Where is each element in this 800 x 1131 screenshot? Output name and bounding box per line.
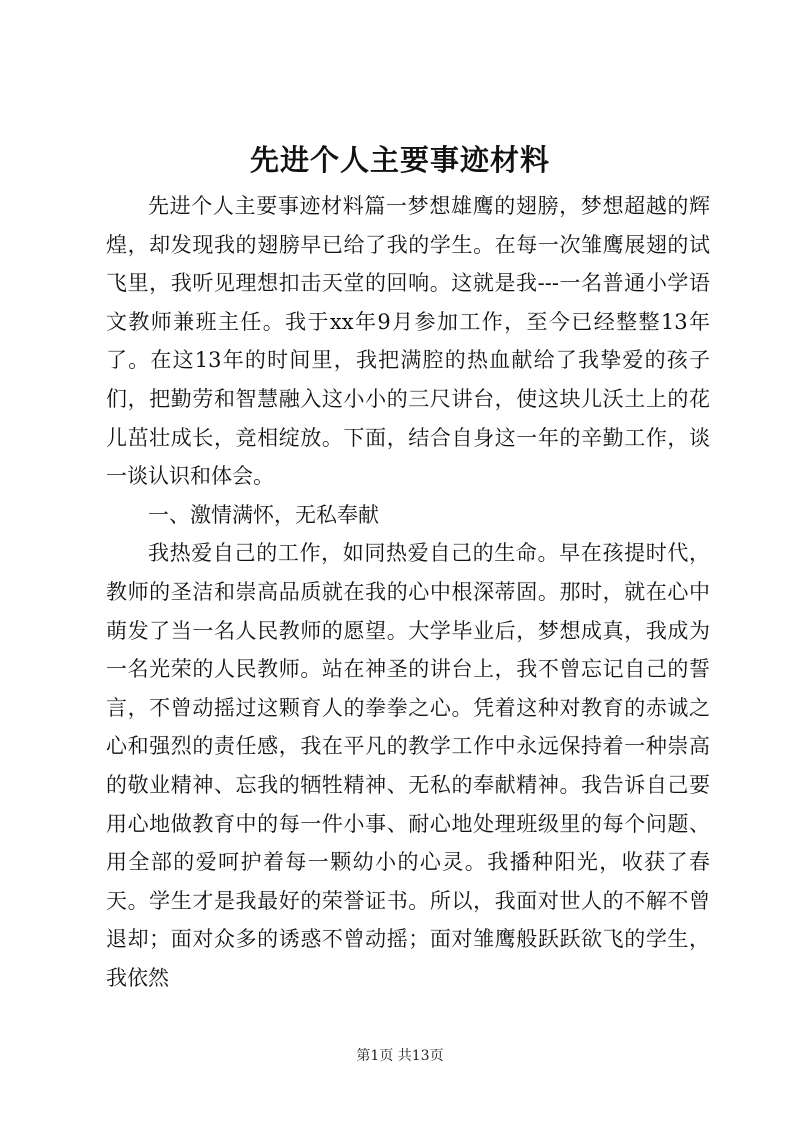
- section-heading: 一、激情满怀，无私奉献: [148, 502, 379, 527]
- page-footer: 第1页 共13页: [356, 1048, 444, 1064]
- page-title: 先进个人主要事迹材料: [249, 143, 550, 177]
- paragraph-intro: 先进个人主要事迹材料篇一梦想雄鹰的翅膀，梦想超越的辉煌，却发现我的翅膀早已给了我的学生。在每一次雏鹰展翅的试飞里，我听见理想扣击天堂的回响。这就是我---一名普通小学语文教师兼班主任。我于xx年9月参加工作，至今已经整整13年了。在这13年的时间里，我把满腔的热血献给了我挚爱的孩子们，把勤劳和智慧融入这小小的三尺讲台，使这块儿沃土上的花儿茁壮成长，竞相绽放。下面，结合自身这一年的辛勤工作，谈一谈认识和体会。: [106, 194, 710, 489]
- document-body: [106, 187, 710, 997]
- paragraph-section-1: 我热爱自己的工作，如同热爱自己的生命。早在孩提时代，教师的圣洁和崇高品质就在我的心中根深蒂固。那时，就在心中萌发了当一名人民教师的愿望。大学毕业后，梦想成真，我成为一名光荣的人民教师。站在神圣的讲台上，我不曾忘记自己的誓言，不曾动摇过这颗育人的拳拳之心。凭着这种对教育的赤诚之心和强烈的责任感，我在平凡的教学工作中永远保持着一种崇高的敬业精神、忘我的牺牲精神、无私的奉献精神。我告诉自己要用心地做教育中的每一件小事、耐心地处理班级里的每个问题、用全部的爱呵护着每一颗幼小的心灵。我播种阳光，收获了春天。学生才是我最好的荣誉证书。所以，我面对世人的不解不曾退却；面对众多的诱惑不曾动摇；面对雏鹰般跃跃欲飞的学生，我依然: [106, 541, 710, 990]
